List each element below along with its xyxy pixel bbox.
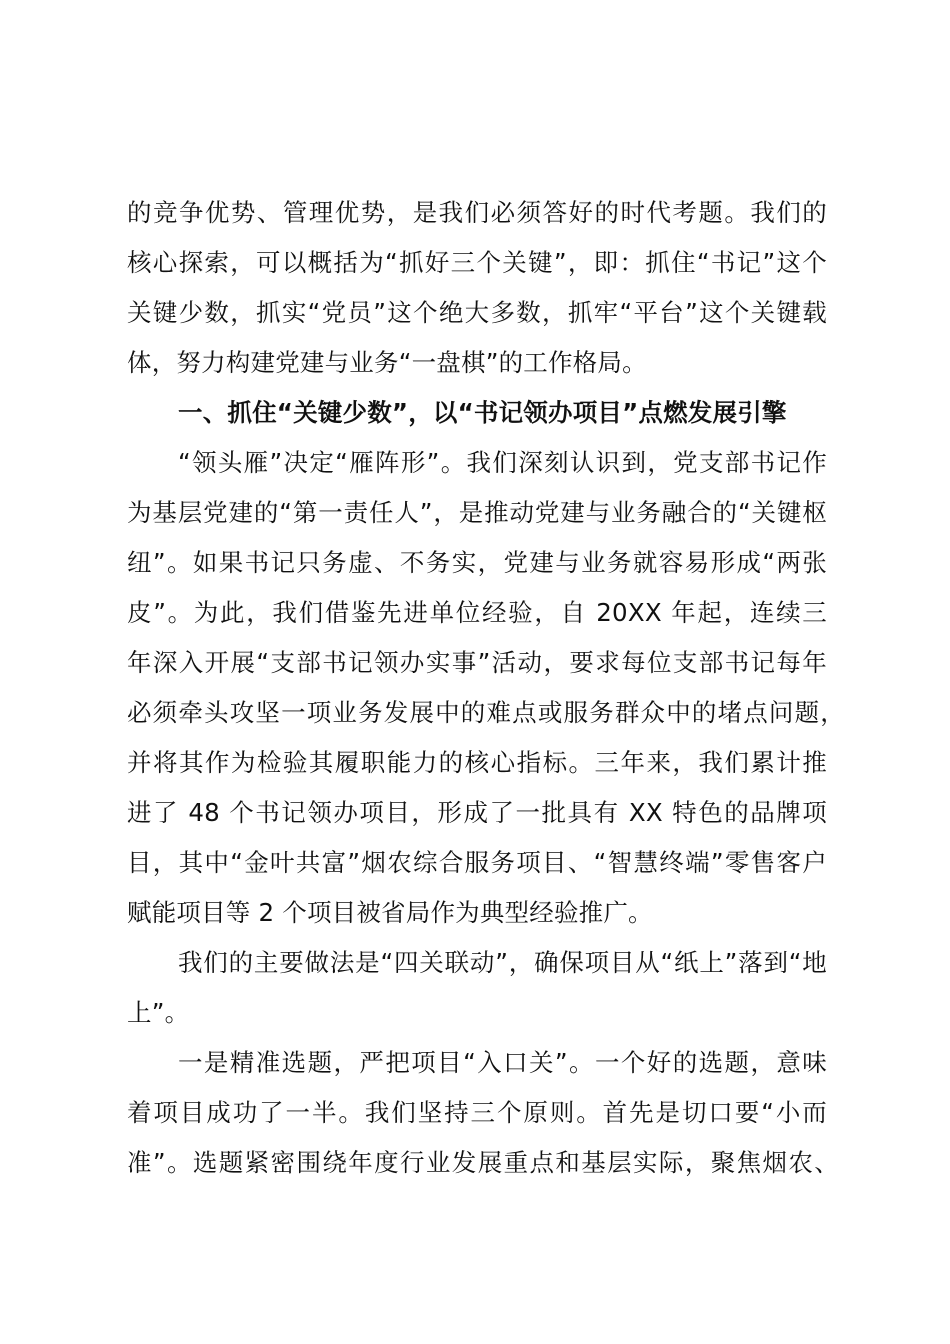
paragraph-line: 为基层党建的“第一责任人”，是推动党建与业务融合的“关键枢 bbox=[127, 498, 827, 527]
paragraph-line: 年深入开展“支部书记领办实事”活动，要求每位支部书记每年 bbox=[127, 648, 827, 677]
paragraph-line: 进了 48 个书记领办项目，形成了一批具有 XX 特色的品牌项 bbox=[127, 798, 827, 827]
paragraph-line: 准”。选题紧密围绕年度行业发展重点和基层实际，聚焦烟农、 bbox=[127, 1148, 839, 1177]
paragraph-line: 核心探索，可以概括为“抓好三个关键”，即：抓住“书记”这个 bbox=[127, 248, 827, 277]
paragraph-line: 体，努力构建党建与业务“一盘棋”的工作格局。 bbox=[127, 348, 647, 377]
paragraph-line: 必须牵头攻坚一项业务发展中的难点或服务群众中的堵点问题， bbox=[127, 698, 845, 727]
paragraph-line: “领头雁”决定“雁阵形”。我们深刻认识到，党支部书记作 bbox=[178, 448, 827, 477]
paragraph-line: 上”。 bbox=[127, 998, 190, 1027]
paragraph-line: 的竞争优势、管理优势，是我们必须答好的时代考题。我们的 bbox=[127, 198, 827, 227]
paragraph-line: 关键少数，抓实“党员”这个绝大多数，抓牢“平台”这个关键载 bbox=[127, 298, 827, 327]
paragraph-line: 纽”。如果书记只务虚、不务实，党建与业务就容易形成“两张 bbox=[127, 548, 827, 577]
paragraph-line: 着项目成功了一半。我们坚持三个原则。首先是切口要“小而 bbox=[127, 1098, 827, 1127]
paragraph-line: 我们的主要做法是“四关联动”，确保项目从“纸上”落到“地 bbox=[178, 948, 827, 977]
paragraph-line: 皮”。为此，我们借鉴先进单位经验，自 20XX 年起，连续三 bbox=[127, 598, 827, 627]
paragraph-line: 赋能项目等 2 个项目被省局作为典型经验推广。 bbox=[127, 898, 653, 927]
paragraph-line: 目，其中“金叶共富”烟农综合服务项目、“智慧终端”零售客户 bbox=[127, 848, 827, 877]
paragraph-line: 并将其作为检验其履职能力的核心指标。三年来，我们累计推 bbox=[127, 748, 827, 777]
section-heading: 一、抓住“关键少数”，以“书记领办项目”点燃发展引擎 bbox=[178, 398, 787, 427]
paragraph-line: 一是精准选题，严把项目“入口关”。一个好的选题，意味 bbox=[178, 1048, 827, 1077]
